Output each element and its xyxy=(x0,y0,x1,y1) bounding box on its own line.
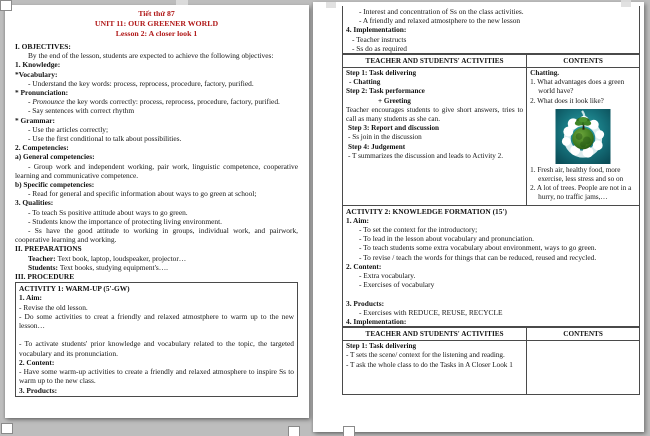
activity1-box xyxy=(15,282,298,396)
green-world-image xyxy=(555,109,611,164)
paragraph xyxy=(346,44,636,53)
text-run: ACTIVITY 1: WARM-UP (5'-GW) xyxy=(19,284,130,294)
paragraph xyxy=(15,226,298,244)
text-run: - Do some activities to creat a friendly and relaxed atmostphere to warm up to the new lesson… xyxy=(19,311,294,331)
paragraph xyxy=(346,207,636,216)
text-run: - Say sentences with correct rhythm xyxy=(28,106,135,116)
paragraph xyxy=(15,152,298,161)
text-run: III. PROCEDURE xyxy=(15,272,75,282)
text-run: 3. Products: xyxy=(19,385,58,395)
paragraph xyxy=(346,280,636,289)
text-run: II. PREPARATIONS xyxy=(15,244,82,254)
paragraph xyxy=(530,69,636,78)
text-run: - Have some warm-up activities to create a friendly and relaxed atmosphere to inspire Ss to warm up to the new class. xyxy=(19,367,294,386)
text-run: - Exercises with REDUCE, REUSE, RECYCLE xyxy=(359,307,503,317)
paragraph xyxy=(346,299,636,308)
text-run: Step 4: Judgement xyxy=(348,142,406,151)
paragraph xyxy=(19,367,294,385)
text-run: 1. Aim: xyxy=(346,215,369,225)
paragraph xyxy=(346,225,636,234)
activities-cell xyxy=(343,68,527,206)
resize-handle-top-left[interactable] xyxy=(0,0,12,11)
table-row xyxy=(343,341,640,395)
paragraph xyxy=(346,35,636,44)
paragraph xyxy=(346,7,636,16)
column-header-activities: TEACHER AND STUDENTS' ACTIVITIES xyxy=(343,54,527,68)
text-run: - Use the first conditional to talk about possibilities. xyxy=(28,134,182,144)
text-run: - Interest and concentration of Ss on the class activities. xyxy=(359,7,524,16)
paragraph xyxy=(346,133,523,142)
text-run: - Group work and independent working, pair work, linguistic competence, cooperative learning and communicative competence. xyxy=(15,161,298,180)
text-run: ACTIVITY 2: KNOWLEDGE FORMATION (15') xyxy=(346,206,507,216)
paragraph xyxy=(15,134,298,143)
text-run: 2. Content: xyxy=(19,357,55,367)
paragraph xyxy=(15,189,298,198)
paragraph xyxy=(19,386,294,395)
paragraph xyxy=(530,97,636,106)
paragraph xyxy=(19,330,294,339)
text-run: - To lead in the lesson about vocabulary and pronunciation. xyxy=(359,234,535,244)
paragraph xyxy=(15,106,298,115)
text-run: b) Specific competencies: xyxy=(15,180,95,190)
text-run: 3. Qualities: xyxy=(15,198,54,208)
paragraph xyxy=(15,143,298,152)
text-run: 1. Knowledge: xyxy=(15,60,61,70)
page-curl-top-left-page xyxy=(176,0,188,5)
column-header-contents: CONTENTS xyxy=(527,327,640,341)
text-run: - Read for general and specific information about ways to go green at school; xyxy=(28,189,257,199)
paragraph xyxy=(15,116,298,125)
paragraph xyxy=(15,125,298,134)
text-run: - To teach students some extra vocabulary about environment, ways to go green. xyxy=(359,243,597,253)
paragraph xyxy=(346,152,523,161)
paragraph xyxy=(530,166,636,184)
text-run: - Exercises of vocabulary xyxy=(359,280,435,290)
paragraph xyxy=(15,272,298,281)
paragraph xyxy=(15,51,298,60)
text-run: - T sets the scene/ context for the listening and reading. xyxy=(346,351,505,360)
text-run: - To teach Ss positive attitude about ways to go green. xyxy=(28,207,188,217)
paragraph xyxy=(19,284,294,293)
column-header-activities: TEACHER AND STUDENTS' ACTIVITIES xyxy=(343,327,527,341)
period-title: Tiết thứ 87 xyxy=(138,9,175,18)
paragraph xyxy=(346,253,636,262)
paragraph xyxy=(15,88,298,97)
text-run: 1. What advantages does a green world have? xyxy=(530,78,625,96)
paragraph xyxy=(346,234,636,243)
text-run: - To revise / teach the words for things that can be reduced, reused and recycled. xyxy=(359,252,597,262)
text-run: the key words correctly: process, reprocess, procedure, factory, purified. xyxy=(64,97,280,107)
paragraph xyxy=(15,162,298,180)
paragraph xyxy=(346,243,636,252)
text-run: - Revise the old lesson. xyxy=(19,302,88,312)
contents-cell-empty xyxy=(527,341,640,395)
teacher-activities-table-2 xyxy=(342,326,640,395)
resize-handle-bottom-right[interactable] xyxy=(343,426,355,436)
text-run: Teacher encourages students to give short answers, tries to call as many students as she can. xyxy=(346,105,524,124)
text-run: 1. Fresh air, healthy food, more exercise, less stress and so on xyxy=(530,165,624,184)
paragraph xyxy=(19,293,294,302)
text-run: - Students know the importance of protecting living environment. xyxy=(28,216,222,226)
paragraph xyxy=(346,16,636,25)
text-run: - To activate students' prior knowledge and vocabulary related to the topic, the targeted vocabulary and its pronunciation. xyxy=(19,339,294,358)
text-run: 2. Competencies: xyxy=(15,143,69,153)
text-run: - T ask the whole class to do the Tasks in A Closer Look 1 xyxy=(346,360,513,369)
paragraph xyxy=(530,184,636,202)
paragraph xyxy=(346,216,636,225)
text-run: - To set the context for the introductory; xyxy=(359,225,478,235)
text-run: Students: xyxy=(28,262,60,272)
paragraph xyxy=(15,79,298,88)
text-run: * Pronunciation: xyxy=(15,88,69,98)
text-run: Step 1: Task delivering xyxy=(346,69,417,78)
teacher-activities-table-1 xyxy=(342,53,640,206)
activities-cell xyxy=(343,341,527,395)
text-run: Teacher: xyxy=(28,253,58,263)
paragraph xyxy=(346,317,636,326)
text-run: - Use the articles correctly; xyxy=(28,124,109,134)
paragraph xyxy=(15,208,298,217)
text-run: - Ss do as required xyxy=(352,43,408,53)
paragraph xyxy=(15,180,298,189)
text-run: I. OBJECTIVES: xyxy=(15,42,71,51)
paragraph xyxy=(15,42,298,51)
activity2-content xyxy=(346,207,636,327)
text-run: 3. Products: xyxy=(346,298,385,308)
paragraph xyxy=(19,303,294,312)
text-run: 2. A lot of trees. People are not in a hurry, no traffic jams,… xyxy=(530,184,632,202)
page-left xyxy=(5,5,309,418)
lesson-title-block xyxy=(15,9,298,39)
paragraph xyxy=(346,69,523,78)
paragraph xyxy=(15,254,298,263)
paragraph xyxy=(346,78,523,87)
text-run: 4. Implementation: xyxy=(346,25,407,35)
text-run: - Ss join in the discussion xyxy=(348,133,422,142)
activity1-products-implementation xyxy=(346,7,636,53)
paragraph xyxy=(346,271,636,280)
paragraph xyxy=(346,97,523,106)
objectives-section xyxy=(15,42,298,281)
text-run: 2. What does it look like? xyxy=(530,96,604,105)
text-run: Step 2: Task performance xyxy=(346,87,425,96)
text-run: Step 1: Task delivering xyxy=(346,342,417,351)
activity1-content xyxy=(19,284,294,394)
text-run: - A friendly and relaxed atmostphere to the new lesson xyxy=(359,16,521,26)
text-run: 1. Aim: xyxy=(19,293,42,303)
paragraph xyxy=(15,244,298,253)
page-right xyxy=(313,2,644,432)
text-run: - xyxy=(28,97,33,107)
text-run: - Extra vocabulary. xyxy=(359,271,416,281)
paragraph xyxy=(346,361,523,370)
text-run: 4. Implementation: xyxy=(346,317,407,327)
paragraph xyxy=(346,289,636,298)
text-run: Text books, studying equipment's…. xyxy=(59,262,169,272)
lesson-subtitle: Lesson 2: A closer look 1 xyxy=(115,29,198,38)
paragraph xyxy=(15,217,298,226)
paragraph xyxy=(346,25,636,34)
text-run: Text book, laptop, loudspeaker, projector… xyxy=(57,253,187,263)
resize-handle-bottom-center[interactable] xyxy=(288,426,300,436)
paragraph xyxy=(15,97,298,106)
text-run: Pronounce xyxy=(32,97,65,107)
table-row xyxy=(343,68,640,206)
page-curl-right-page-left xyxy=(326,2,336,8)
page-curl-right-page-top xyxy=(621,0,631,7)
text-run: * Grammar: xyxy=(15,115,56,125)
text-run: a) General competencies: xyxy=(15,152,95,162)
paragraph xyxy=(346,124,523,133)
table-header-row xyxy=(343,54,640,68)
activity1-box-continued xyxy=(342,6,640,53)
paragraph xyxy=(346,143,523,152)
text-run: By the end of the lesson, students are expected to achieve the following objectives: xyxy=(28,51,274,61)
text-run: Chatting. xyxy=(530,69,560,78)
text-run: + Greeting xyxy=(378,96,411,105)
paragraph xyxy=(346,106,523,124)
table-header-row xyxy=(343,327,640,341)
paragraph xyxy=(15,263,298,272)
unit-title: UNIT 11: OUR GREENER WORLD xyxy=(94,19,219,28)
paragraph xyxy=(346,308,636,317)
paragraph xyxy=(19,358,294,367)
paragraph xyxy=(15,60,298,69)
text-run: *Vocabulary: xyxy=(15,69,58,79)
paragraph xyxy=(530,78,636,96)
paragraph xyxy=(346,87,523,96)
paragraph xyxy=(15,198,298,207)
text-run: - Ss have the good attitude to working in groups, individual work, and pairwork, cooperative learning and working. xyxy=(15,226,298,245)
activity2-box xyxy=(342,206,640,328)
column-header-contents: CONTENTS xyxy=(527,54,640,68)
text-run: Step 3: Report and discussion xyxy=(348,124,440,133)
text-run: - Chatting xyxy=(349,78,381,87)
text-run: 2. Content: xyxy=(346,261,382,271)
paragraph xyxy=(346,342,523,351)
paragraph xyxy=(15,70,298,79)
text-run: - T summarizes the discussion and leads to Activity 2. xyxy=(348,151,504,160)
text-run: - Understand the key words: process, reprocess, procedure, factory, purified. xyxy=(28,78,254,88)
paragraph xyxy=(346,262,636,271)
paragraph xyxy=(19,312,294,330)
contents-cell xyxy=(527,68,640,206)
resize-handle-bottom-left[interactable] xyxy=(1,423,13,434)
paragraph xyxy=(19,339,294,357)
paragraph xyxy=(346,351,523,360)
text-run: - Teacher instructs xyxy=(352,34,407,44)
